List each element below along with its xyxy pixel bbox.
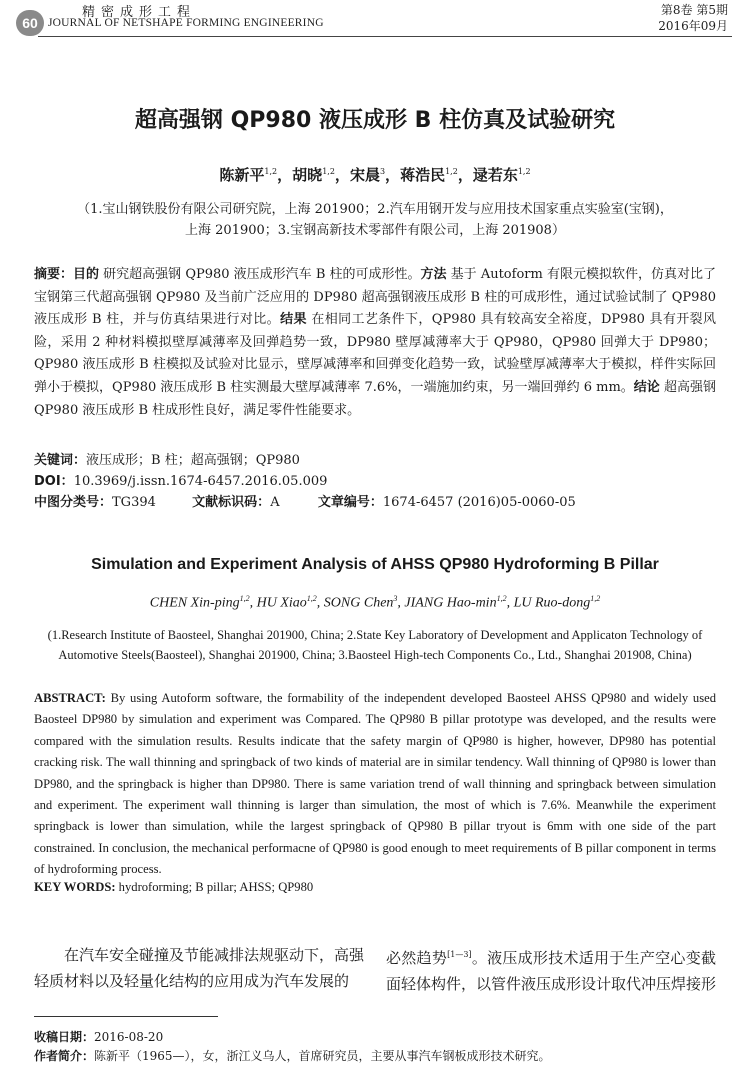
author-affiliation-mark: 1,2	[239, 594, 250, 603]
body-right-rest: 。液压成形技术适用于生产空心变截面轻体构件，以管件液压成形设计取代冲压焊接形	[386, 949, 717, 993]
issue-date: 2016年09月	[658, 19, 728, 33]
author-separator: ,	[506, 595, 514, 611]
affiliations-cn-line1: （1.宝山钢铁股份有限公司研究院，上海 201900；2.汽车用钢开发与应用技术国家重点实验室(宝钢)，	[77, 202, 673, 217]
author-separator: ，	[277, 166, 293, 184]
author-affiliation-mark: 1,2	[306, 594, 317, 603]
doi-line	[34, 472, 327, 492]
author-name: 宋晨	[349, 166, 380, 184]
author-affiliation-mark: 3	[379, 167, 386, 176]
page-number-badge: 60	[16, 10, 44, 36]
bio-value: 陈新平（1965—），女，浙江义乌人，首席研究员，主要从事汽车钢板成形技术研究。	[94, 1049, 551, 1063]
author-name: HU Xiao	[256, 595, 307, 611]
affiliations-cn-line2: 上海 201900；3.宝钢高新技术零部件有限公司，上海 201908）	[185, 223, 565, 238]
authors-en	[0, 594, 750, 612]
keywords-en	[34, 877, 716, 898]
author-separator: ,	[397, 595, 405, 611]
author-bio	[34, 1047, 551, 1065]
keywords-en-value: hydroforming; B pillar; AHSS; QP980	[115, 880, 314, 894]
author-name: SONG Chen	[323, 595, 394, 611]
author-affiliation-mark: 1,2	[496, 594, 507, 603]
doc-code-label: 文献标识码：	[192, 495, 271, 510]
article-number-label: 文章编号：	[317, 495, 383, 510]
results-label: 结果	[280, 312, 307, 328]
abstract-cn	[34, 264, 716, 422]
body-right-prefix: 必然趋势	[386, 949, 448, 967]
results-text: 在相同工艺条件下，QP980 具有较高安全裕度，DP980 具有开裂风险，采用 2 种材料模拟壁厚减薄率及回弹趋势一致，DP980 壁厚减薄率大于 QP980，QP980 回弹大于 DP980；QP980 液压成形 B 柱模拟及试验对比显示，壁厚减薄率和回弹变化趋势一致，试验壁厚减薄率大于模拟，样件实际回弹小于模拟，QP980 液压成形 B 柱实测最大壁厚减薄率 7.6%，一端施加约束，另一端回弹约 6 mm。	[34, 312, 716, 395]
author-name: 逯若东	[472, 166, 518, 184]
journal-title-en: JOURNAL OF NETSHAPE FORMING ENGINEERING	[48, 17, 324, 29]
keywords-cn-label: 关键词：	[34, 453, 87, 468]
abstract-label: 摘要：	[34, 267, 74, 282]
keywords-cn	[34, 451, 300, 471]
body-left-column: 在汽车安全碰撞及节能减排法规驱动下，高强轻质材料以及轻量化结构的应用成为汽车发展的	[34, 946, 365, 990]
paper-title-en: Simulation and Experiment Analysis of AHSS QP980 Hydroforming B Pillar	[91, 556, 659, 573]
affiliations-en-line1: (1.Research Institute of Baosteel, Shanghai 201900, China; 2.State Key Laboratory of Development and Applicaton Technology of	[47, 628, 703, 642]
keywords-cn-value: 液压成形；B 柱；超高强钢；QP980	[86, 453, 300, 468]
method-text: 基于 Autoform 有限元模拟软件，仿真对比了宝钢第三代超高强钢 QP980 及当前广泛应用的 DP980 超高强钢液压成形 B 柱的可成形性，通过试验试制了 QP980 液压成形 B 柱，并与仿真结果进行对比。	[34, 267, 716, 328]
objective-text: 研究超高强钢 QP980 液压成形汽车 B 柱的可成形性。	[99, 267, 421, 282]
doi-label: DOI：	[34, 474, 74, 489]
doi-value[interactable]: 10.3969/j.issn.1674-6457.2016.05.009	[73, 474, 328, 489]
bio-label: 作者简介：	[34, 1049, 95, 1063]
received-value: 2016-08-20	[94, 1030, 164, 1044]
abstract-en	[34, 688, 716, 881]
affiliations-en-line2: Automotive Steels(Baosteel), Shanghai 201900, China; 3.Baosteel High-tech Components Co., Ltd., Shanghai 201908, China)	[58, 648, 692, 662]
doc-code-value: A	[270, 495, 280, 510]
paper-title-cn: 超高强钢 QP980 液压成形 B 柱仿真及试验研究	[134, 108, 616, 133]
abstract-en-text: By using Autoform software, the formability of the independent developed Baosteel AHSS QP980 and widely used Baosteel DP980 by simulation and experiment was Compared. The QP980 B pillar prototype was developed, and the results were compared with the simulation results. Results indicate that the safety margin of QP980 is higher, however, DP980 has potential cracking risk. The wall thinning and springback of two kinds of material are in similar tendency. Wall thinning of QP980 is lower than DP980, and the springback is higher than DP980. There is same variation trend of wall thinning and springback between simulation and experiment. The experiment wall thinning is larger than simulation, the most of which is 7.6%. Meanwhile the experiment springback is lower than simulation, while the largest springback of QP980 B pillar tryout is 6mm with one side of the part constrained. In conclusion, the mechanical performacne of QP980 is good enough to meet requirements of B pillar component in terms of hydroforming process.	[34, 691, 716, 877]
conclusion-text: 超高强钢 QP980 液压成形 B 柱成形性良好，满足零件性能要求。	[34, 379, 716, 418]
author-separator: ,	[249, 595, 257, 611]
author-name: 蒋浩民	[400, 166, 446, 184]
author-separator: ，	[457, 166, 473, 184]
author-separator: ，	[334, 166, 350, 184]
author-separator: ,	[316, 595, 324, 611]
method-label: 方法	[420, 267, 447, 282]
author-name: 胡晓	[292, 166, 323, 184]
objective-label: 目的	[73, 267, 100, 282]
journal-title-cn: 精密成形工程	[82, 5, 197, 20]
clc-label: 中图分类号：	[34, 495, 113, 510]
classification-line	[34, 493, 576, 513]
author-name: JIANG Hao-min	[404, 595, 497, 611]
footnote-divider	[34, 1016, 218, 1017]
author-affiliation-mark: 1,2	[517, 167, 531, 176]
author-affiliation-mark: 1,2	[264, 167, 278, 176]
body-right-column	[386, 942, 716, 997]
author-affiliation-mark: 1,2	[445, 167, 458, 176]
received-label: 收稿日期：	[34, 1030, 95, 1044]
author-affiliation-mark: 1,2	[322, 167, 335, 176]
author-affiliation-mark: 3	[393, 594, 398, 603]
header-divider	[38, 36, 732, 37]
authors-cn	[0, 164, 750, 185]
article-number-value: 1674-6457 (2016)05-0060-05	[382, 495, 576, 510]
clc-value: TG394	[112, 495, 156, 510]
author-name: 陈新平	[219, 166, 265, 184]
received-date	[34, 1028, 163, 1046]
author-name: CHEN Xin-ping	[149, 595, 240, 611]
abstract-en-label: ABSTRACT:	[34, 691, 106, 705]
citation-ref[interactable]: [1—3]	[447, 950, 472, 959]
author-separator: ，	[385, 166, 401, 184]
keywords-en-label: KEY WORDS:	[34, 880, 116, 894]
conclusion-label: 结论	[633, 379, 660, 395]
author-name: LU Ruo-dong	[513, 595, 591, 611]
volume-issue: 第8卷 第5期	[660, 3, 728, 17]
author-affiliation-mark: 1,2	[590, 594, 601, 603]
